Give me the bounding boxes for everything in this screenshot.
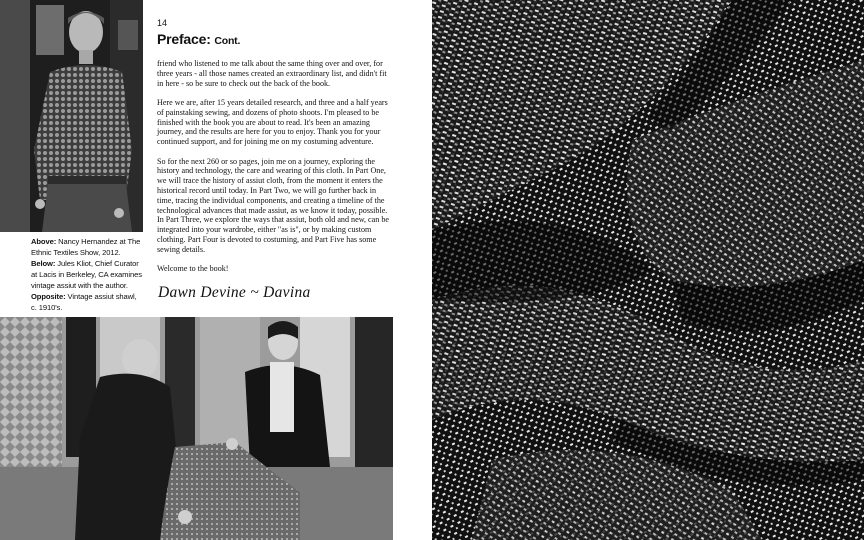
caption-opposite-label: Opposite: <box>31 292 66 301</box>
textile-photo <box>432 0 864 540</box>
preface-body <box>157 59 393 284</box>
heading-continued: Cont. <box>214 35 241 47</box>
gallery-photo <box>0 317 393 540</box>
section-heading <box>157 31 240 47</box>
caption-opposite-text: Vintage assiut shawl, c. 1910's. <box>31 292 137 312</box>
portrait-photo <box>0 0 143 232</box>
author-signature: Dawn Devine ~ Davina <box>158 284 311 301</box>
caption-below-text: Jules Kliot, Chief Curator at Lacis in Berkeley, CA examines vintage assiut with the author. <box>31 259 142 290</box>
paragraph: Welcome to the book! <box>157 264 229 274</box>
paragraph: Here we are, after 15 years detailed research, and three and a half years of painstaking sewing, and dozens of photo shoots. I'm pleased to be finished with the book you are about to read. It's been an amazing journey, and the results are here for you to enjoy. Thank you for your continued support, and for joining me on my costuming adventure. <box>157 97 388 147</box>
photo-caption <box>31 236 143 313</box>
heading-title: Preface: <box>157 31 211 47</box>
paragraph: friend who listened to me talk about the same thing over and over, for three years - all those names created an extraordinary list, and didn't fit in here - so be sure to check out the back of the book. <box>157 59 387 88</box>
caption-above-text: Nancy Hernandez at The Ethnic Textiles Show, 2012. <box>31 237 141 257</box>
paragraph: So for the next 260 or so pages, join me on a journey, exploring the history and technology, the care and wearing of this cloth. In Part One, we will trace the history of assiut cloth, from the moment it enters the historical record until today. In Part Two, we will go further back in time, tracing the individual components, and creating a timeline of the technological advances that made assiut, as we know it today, possible. In Part Three, we explore the ways that assiut, both old and new, can be integrated into your wardrobe, either "as is", or by making custom clothing. Part Four is devoted to costuming, and Part Five has some sewing details. <box>157 156 389 254</box>
caption-above-label: Above: <box>31 237 57 246</box>
caption-below-label: Below: <box>31 259 56 268</box>
page-number: 14 <box>157 18 168 28</box>
